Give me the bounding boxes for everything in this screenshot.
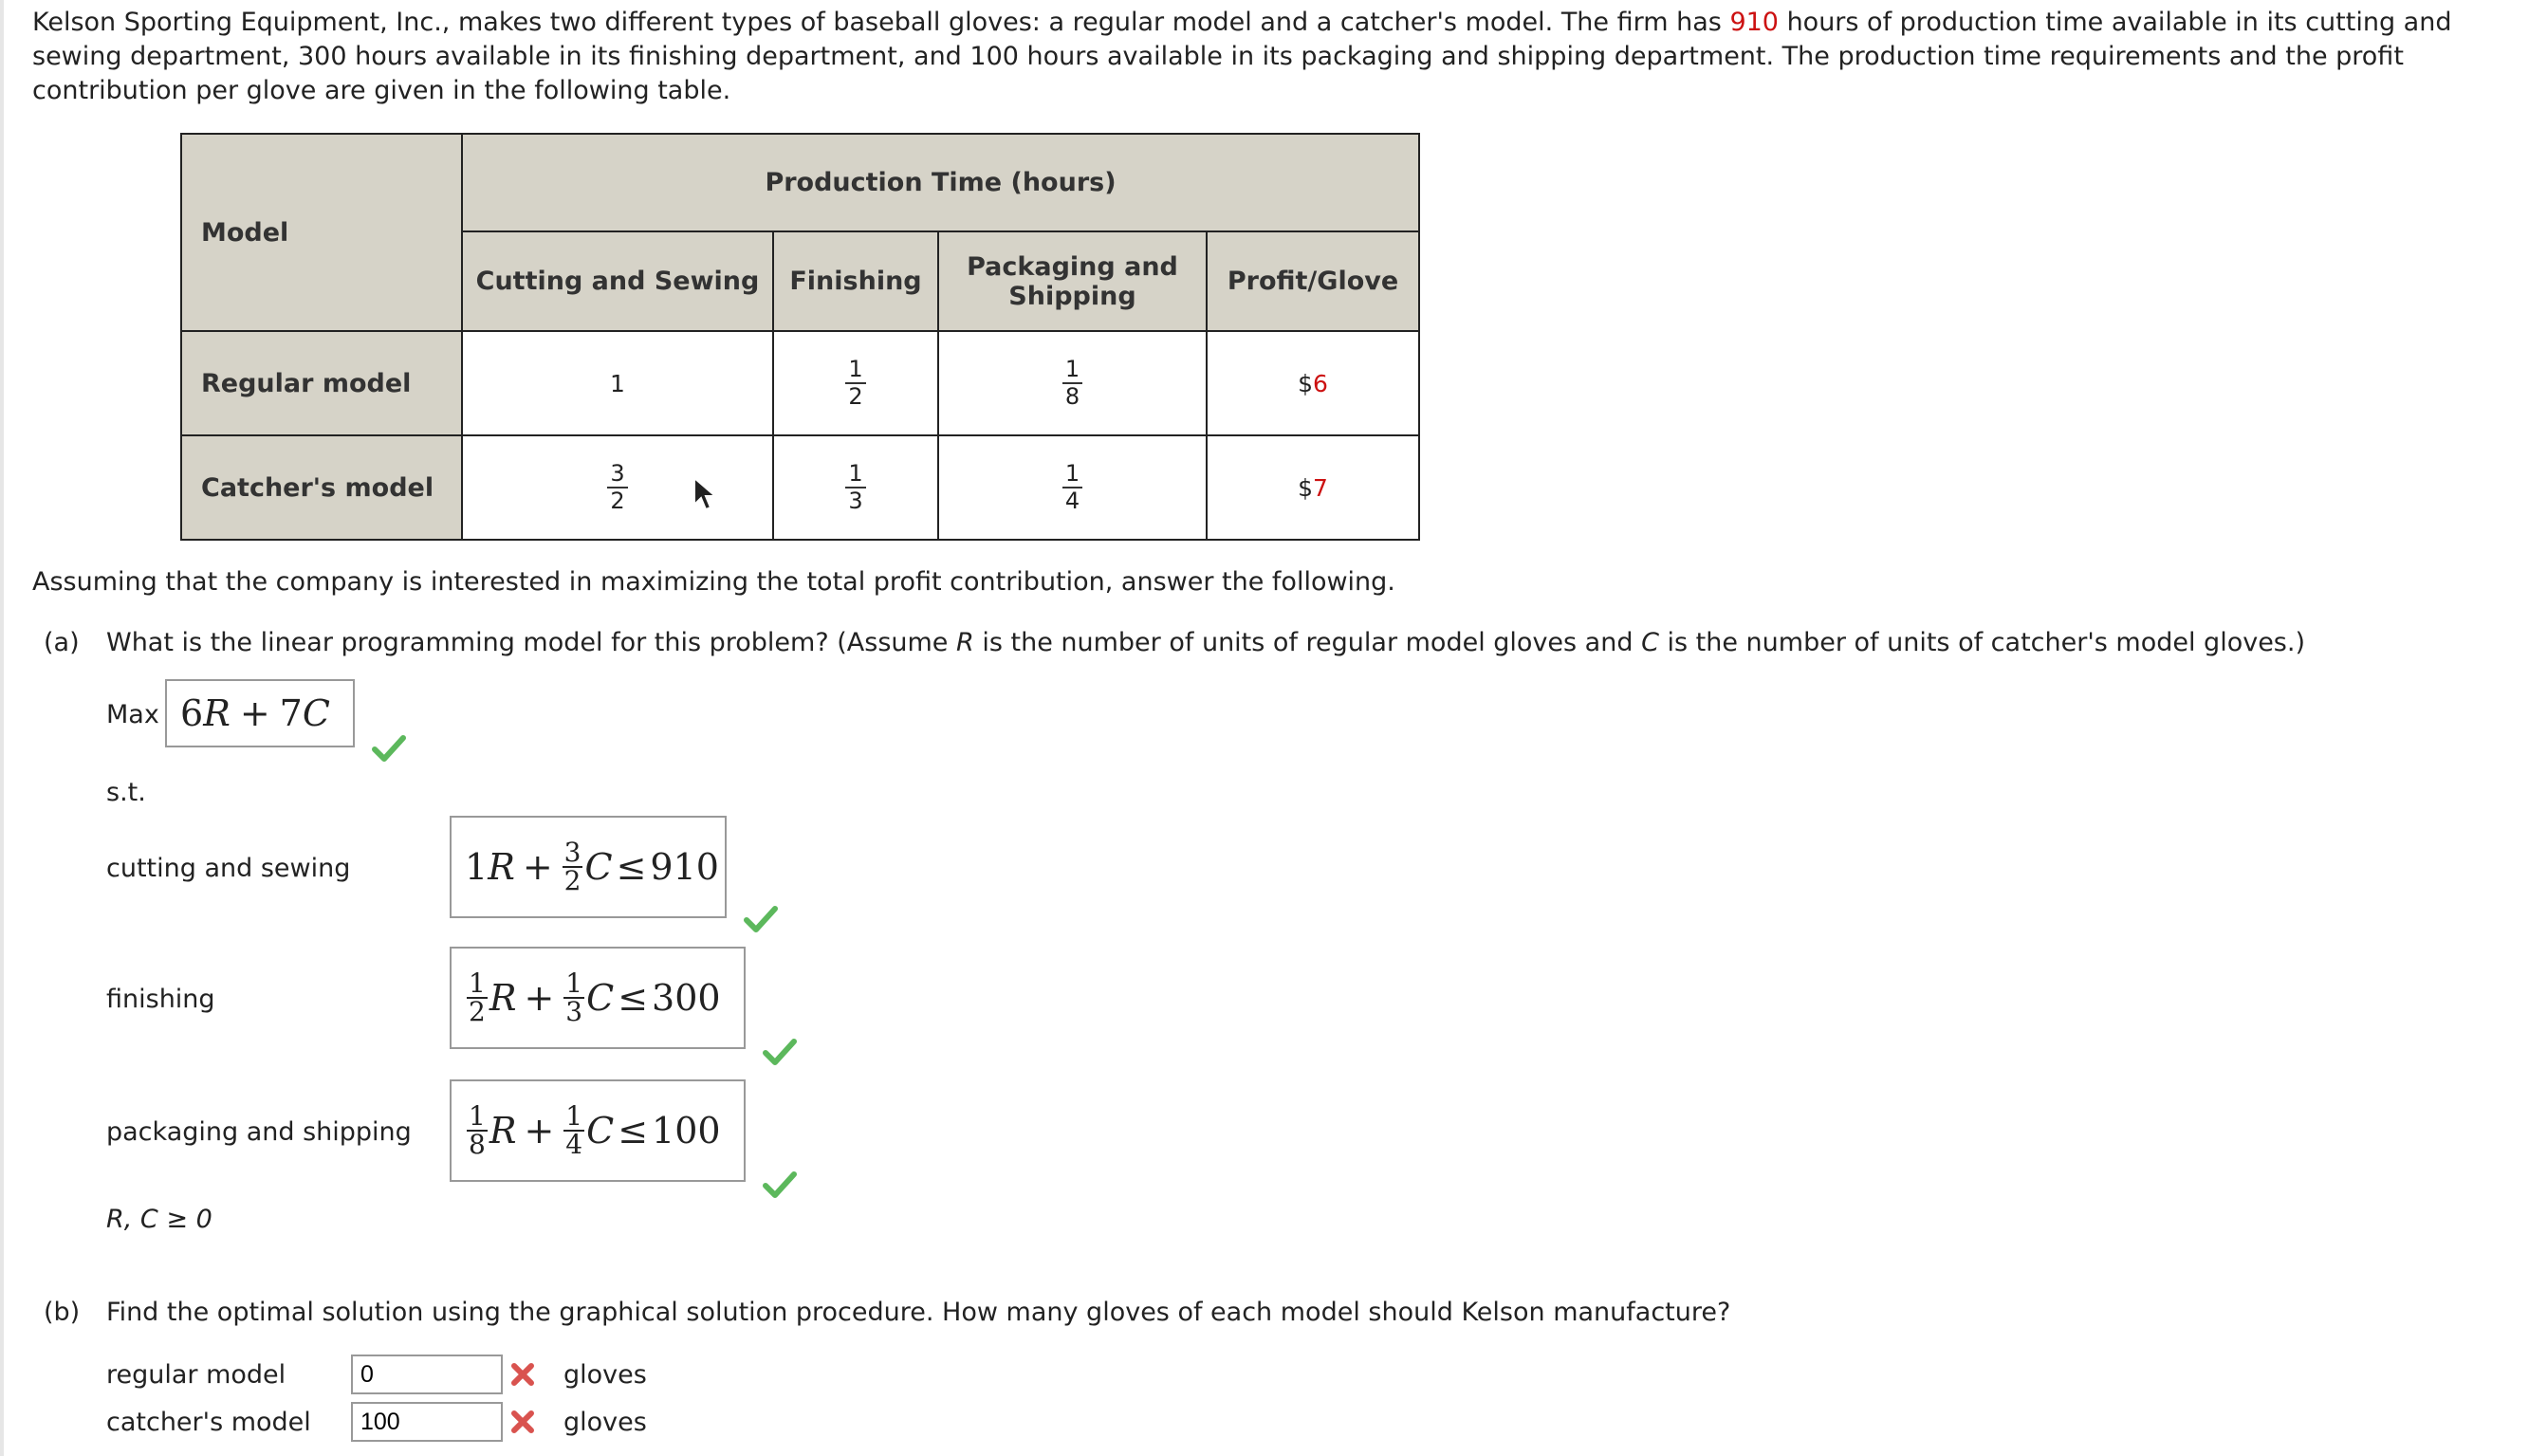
frac-den: 2 [563, 865, 581, 896]
x-mark-icon [510, 1410, 535, 1434]
nonnegativity-constraint: R, C ≥ 0 [106, 1205, 212, 1234]
assumption-text: Assuming that the company is interested in maximizing the total profit contribution, answer the following. [32, 567, 1395, 597]
math-rel: ≤ [618, 1110, 649, 1152]
math-coef: 6 [180, 692, 204, 734]
constraint-input-finishing[interactable] [450, 947, 746, 1049]
frac-num: 3 [563, 837, 581, 868]
frac-num: 1 [1062, 461, 1082, 488]
row-label-catcher: Catcher's model [181, 435, 462, 540]
math-var: C [584, 846, 613, 888]
frac-num: 1 [469, 1100, 486, 1132]
production-table [180, 133, 1420, 541]
regular-model-input[interactable] [351, 1355, 503, 1394]
part-b-label: (b) [44, 1298, 81, 1327]
cell-catcher-packaging [938, 435, 1207, 540]
frac-num: 1 [565, 968, 583, 999]
frac-den: 8 [469, 1129, 486, 1160]
profit-value: 6 [1313, 369, 1328, 397]
frac-num: 1 [1062, 357, 1082, 384]
frac-den: 2 [469, 996, 486, 1027]
math-op: + [239, 692, 270, 734]
part-a-label: (a) [44, 628, 80, 657]
dollar-sign: $ [1298, 473, 1313, 502]
check-icon [763, 1170, 797, 1199]
dollar-sign: $ [1298, 369, 1313, 397]
unit-gloves: gloves [563, 1360, 647, 1390]
math-var: C [586, 977, 615, 1019]
question-text: is the number of units of catcher's model gloves.) [1658, 628, 2305, 657]
mouse-cursor-icon [692, 476, 717, 512]
math-var: R [488, 846, 515, 888]
math-rhs: 300 [652, 977, 721, 1019]
cell-catcher-profit [1207, 435, 1419, 540]
cell-regular-cutting: 1 [462, 331, 773, 435]
math-rhs: 100 [652, 1110, 721, 1152]
math-var: R [203, 692, 231, 734]
frac-den: 2 [610, 488, 625, 514]
math-var: C [586, 1110, 615, 1152]
objective-input[interactable] [165, 679, 355, 747]
cell-regular-profit [1207, 331, 1419, 435]
cutting-hours-highlight: 910 [1729, 8, 1779, 37]
table-row [181, 435, 1419, 540]
x-mark-icon [510, 1362, 535, 1387]
frac-den: 4 [565, 1129, 583, 1160]
math-rel: ≤ [618, 977, 649, 1019]
math-var: R [489, 977, 517, 1019]
math-op: + [522, 846, 553, 888]
catcher-model-input[interactable] [351, 1402, 503, 1442]
frac-num: 1 [845, 461, 865, 488]
answer-label-catcher: catcher's model [106, 1408, 311, 1437]
frac-num: 1 [845, 357, 865, 384]
cell-regular-finishing [773, 331, 938, 435]
math-var: R [489, 1110, 517, 1152]
row-label-regular: Regular model [181, 331, 462, 435]
part-a-question [106, 628, 2305, 657]
cell-catcher-cutting [462, 435, 773, 540]
table-row [181, 331, 1419, 435]
math-rel: ≤ [616, 846, 647, 888]
constraint-input-packaging[interactable] [450, 1079, 746, 1182]
page-left-border [0, 0, 4, 1456]
var-r: R [956, 628, 974, 657]
math-fraction [563, 1100, 584, 1160]
cell-regular-packaging [938, 331, 1207, 435]
math-op: + [524, 977, 555, 1019]
constraint-label-finishing: finishing [106, 985, 215, 1014]
math-coef: 1 [465, 846, 489, 888]
check-icon [372, 734, 406, 763]
col-packaging-shipping: Packaging and Shipping [938, 231, 1207, 331]
frac-den: 4 [1064, 488, 1080, 514]
check-icon [744, 905, 778, 933]
col-profit-glove: Profit/Glove [1207, 231, 1419, 331]
col-finishing: Finishing [773, 231, 938, 331]
cell-catcher-finishing [773, 435, 938, 540]
max-label: Max [106, 700, 159, 729]
frac-den: 3 [565, 996, 583, 1027]
var-c: C [1641, 628, 1659, 657]
math-rhs: 910 [650, 846, 719, 888]
math-fraction [563, 970, 584, 1025]
constraint-label-packaging: packaging and shipping [106, 1117, 412, 1147]
frac-num: 1 [565, 1100, 583, 1132]
frac-num: 1 [469, 968, 486, 999]
math-op: + [524, 1110, 555, 1152]
constraint-input-cutting[interactable] [450, 816, 727, 918]
math-fraction [467, 1100, 488, 1160]
profit-value: 7 [1313, 473, 1328, 502]
part-b-question: Find the optimal solution using the graphical solution procedure. How many gloves of each model should Kelson manufacture? [106, 1298, 1731, 1327]
math-fraction [563, 839, 583, 894]
col-cutting-sewing: Cutting and Sewing [462, 231, 773, 331]
check-icon [763, 1038, 797, 1066]
production-time-header: Production Time (hours) [462, 134, 1419, 231]
answer-label-regular: regular model [106, 1360, 286, 1390]
intro-text-1: Kelson Sporting Equipment, Inc., makes two different types of baseball gloves: a regular model and a catcher's model. The firm has [32, 8, 1730, 37]
frac-num: 3 [607, 461, 627, 488]
unit-gloves: gloves [563, 1408, 647, 1437]
math-fraction [467, 970, 488, 1025]
question-text: What is the linear programming model for this problem? (Assume [106, 628, 956, 657]
math-coef: 7 [279, 692, 303, 734]
math-var: C [302, 692, 330, 734]
constraint-label-cutting: cutting and sewing [106, 854, 351, 883]
frac-den: 8 [1064, 383, 1080, 410]
question-text: is the number of units of regular model gloves and [973, 628, 1642, 657]
intro-text-2: hours of production time available in its cutting and sewing department, 300 hours available in its finishing department, and 100 hours available in its packaging and shipping department. The production time requirements and the profit contribution per glove are given in the following table. [32, 8, 2452, 105]
frac-den: 2 [848, 383, 863, 410]
frac-den: 3 [848, 488, 863, 514]
problem-intro [32, 6, 2518, 108]
st-label: s.t. [106, 778, 146, 807]
model-header: Model [181, 134, 462, 331]
